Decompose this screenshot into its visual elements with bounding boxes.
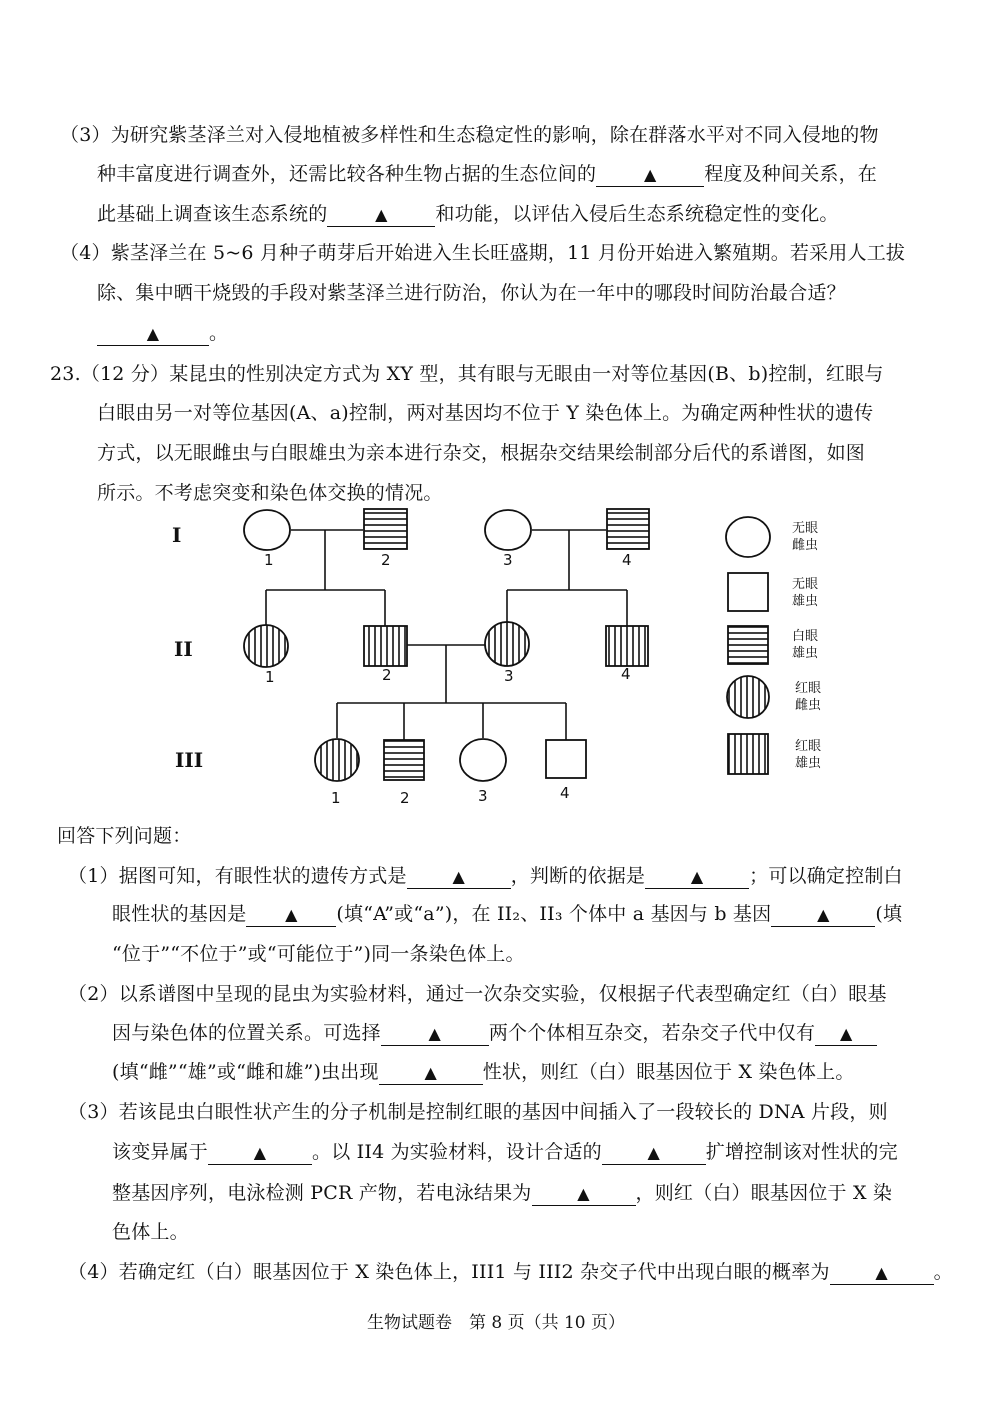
individual-number: 3 [503, 551, 513, 569]
q3-line2: 该变异属于 ▲ 。以 II4 为实验材料，设计合适的 ▲ 扩增控制该对性状的完 [112, 1141, 898, 1163]
answer-blank[interactable]: ▲ [327, 203, 435, 227]
individual-number: 2 [381, 551, 391, 569]
answer-blank[interactable]: ▲ [830, 1261, 934, 1285]
answer-blank[interactable]: ▲ [532, 1182, 636, 1206]
q4-line1: （4）若确定红（白）眼基因位于 X 染色体上，III1 与 III2 杂交子代中出现白眼的概率为 ▲ 。 [68, 1261, 953, 1283]
answer-blank[interactable]: ▲ [407, 865, 511, 889]
pedigree-diagram [0, 500, 992, 820]
answer-blank[interactable]: ▲ [208, 1141, 312, 1165]
individual-III3 [460, 739, 506, 781]
q22-p3-line2: 种丰富度进行调查外，还需比较各种生物占据的生态位间的 ▲ 程度及种间关系，在 [97, 163, 878, 185]
legend-eyeless-female-symbol [726, 517, 770, 557]
individual-III2 [384, 740, 424, 780]
individual-I4 [607, 509, 649, 549]
q1-line1: （1）据图可知，有眼性状的遗传方式是 ▲ ，判断的依据是 ▲ ；可以确定控制白 [68, 865, 903, 887]
answer-prompt: 回答下列问题： [57, 825, 192, 847]
q3-line1: （3）若该昆虫白眼性状产生的分子机制是控制红眼的基因中间插入了一段较长的 DNA 片段，则 [68, 1101, 888, 1123]
individual-number: 2 [400, 789, 410, 807]
generation-label-I: I [172, 523, 182, 547]
individual-II4 [606, 626, 648, 666]
answer-blank[interactable]: ▲ [246, 903, 336, 927]
q22-p4-line1: （4）紫茎泽兰在 5~6 月种子萌芽后开始进入生长旺盛期，11 月份开始进入繁殖期。若采用人工拔 [60, 242, 906, 264]
page-footer: 生物试题卷 第 8 页（共 10 页） [366, 1313, 626, 1333]
individual-II1 [244, 625, 288, 667]
individual-number: 4 [560, 784, 570, 802]
answer-blank[interactable]: ▲ [596, 163, 704, 187]
individual-II2 [364, 626, 407, 666]
individual-number: 3 [504, 667, 514, 685]
q22-p4-marker: （4） [60, 242, 111, 264]
q23-intro-line4: 所示。不考虑突变和染色体交换的情况。 [97, 482, 443, 504]
q3-line4: 色体上。 [112, 1221, 189, 1243]
answer-blank[interactable]: ▲ [815, 1022, 877, 1046]
individual-I2 [364, 509, 407, 549]
individual-number: 3 [478, 787, 488, 805]
individual-number: 2 [382, 666, 392, 684]
q3-line3: 整基因序列，电泳检测 PCR 产物，若电泳结果为 ▲ ，则红（白）眼基因位于 X 染 [112, 1182, 893, 1204]
q22-p4-line3: ▲ 。 [97, 320, 228, 346]
individual-number: 4 [621, 665, 631, 683]
q1-line2: 眼性状的基因是 ▲ (填“A”或“a”)，在 II₂、II₃ 个体中 a 基因与 b 基因 ▲ (填 [112, 903, 903, 925]
generation-label-III: III [175, 748, 204, 772]
legend-red-eye-female-label: 红眼 雌虫 [795, 681, 822, 713]
individual-number: 1 [331, 789, 341, 807]
answer-blank[interactable]: ▲ [97, 322, 209, 346]
q22-p3-marker: （3） [60, 124, 111, 146]
legend-eyeless-female-label: 无眼 雌虫 [792, 521, 819, 553]
q2-line1: （2）以系谱图中呈现的昆虫为实验材料，通过一次杂交实验，仅根据子代表型确定红（白）眼基 [68, 983, 887, 1005]
q23-intro-line1: 23.（12 分）某昆虫的性别决定方式为 XY 型，其有眼与无眼由一对等位基因(B、b)控制，红眼与 [50, 363, 884, 385]
individual-II3 [485, 622, 529, 666]
q2-line2: 因与染色体的位置关系。可选择 ▲ 两个个体相互杂交，若杂交子代中仅有 ▲ [112, 1020, 877, 1046]
legend-eyeless-male-label: 无眼 雄虫 [792, 577, 819, 609]
q23-intro-line3: 方式，以无眼雌虫与白眼雄虫为亲本进行杂交，根据杂交结果绘制部分后代的系谱图，如图 [97, 442, 866, 464]
q2-line3: (填“雌”“雄”或“雌和雄”)虫出现 ▲ 性状，则红（白）眼基因位于 X 染色体上。 [112, 1061, 855, 1083]
answer-blank[interactable]: ▲ [381, 1022, 489, 1046]
q22-p3-line1: （3）为研究紫茎泽兰对入侵地植被多样性和生态稳定性的影响，除在群落水平对不同入侵地的物 [60, 124, 879, 146]
legend-white-eye-male-symbol [728, 626, 768, 664]
q22-p4-line2: 除、集中晒干烧毁的手段对紫茎泽兰进行防治，你认为在一年中的哪段时间防治最合适？ [97, 282, 846, 304]
answer-blank[interactable]: ▲ [771, 903, 875, 927]
answer-blank[interactable]: ▲ [645, 865, 749, 889]
legend-red-eye-male-label: 红眼 雄虫 [795, 739, 822, 771]
individual-number: 4 [622, 551, 632, 569]
individual-III1 [315, 739, 359, 781]
q1-line3: “位于”“不位于”或“可能位于”)同一条染色体上。 [112, 943, 525, 965]
answer-blank[interactable]: ▲ [379, 1061, 483, 1085]
generation-label-II: II [174, 637, 193, 661]
individual-I1 [244, 510, 290, 550]
q22-p3-line3: 此基础上调查该生态系统的 ▲ 和功能，以评估入侵后生态系统稳定性的变化。 [97, 203, 839, 225]
individual-III4 [546, 740, 586, 778]
legend-eyeless-male-symbol [728, 573, 768, 611]
individual-number: 1 [265, 668, 275, 686]
individual-I3 [485, 510, 531, 550]
legend-red-eye-male-symbol [728, 734, 768, 774]
individual-number: 1 [264, 551, 274, 569]
legend-red-eye-female-symbol [727, 676, 769, 718]
answer-blank[interactable]: ▲ [602, 1141, 706, 1165]
legend-white-eye-male-label: 白眼 雄虫 [792, 629, 819, 661]
q23-intro-line2: 白眼由另一对等位基因(A、a)控制，两对基因均不位于 Y 染色体上。为确定两种性状的遗传 [97, 402, 874, 424]
